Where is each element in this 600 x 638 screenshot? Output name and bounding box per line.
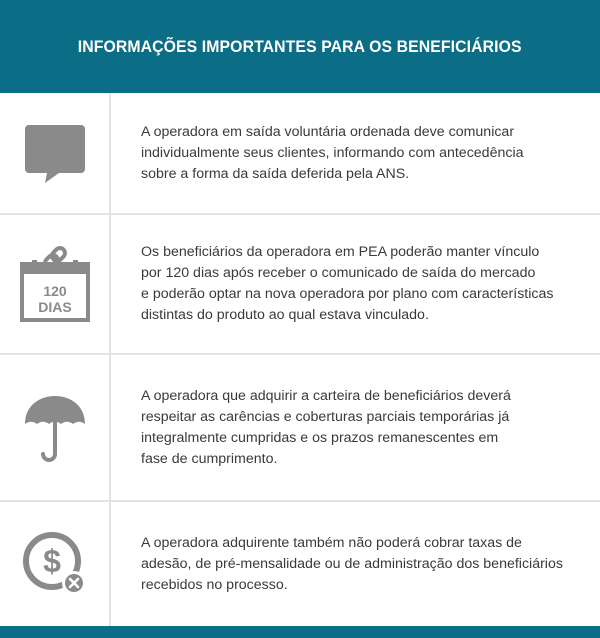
icon-cell: [0, 355, 111, 500]
text-cell: [111, 355, 600, 500]
info-row-communication: [0, 93, 600, 215]
icon-cell: [0, 215, 111, 353]
text-cell: [111, 215, 600, 353]
info-row-coverage: [0, 355, 600, 502]
dollar-sign-icon: $: [42, 543, 61, 579]
speech-bubble-icon: [23, 121, 87, 185]
icon-cell: [0, 502, 111, 626]
info-row-120-days: [0, 215, 600, 355]
info-text: A operadora adquirente também não poderá cobrar taxas de adesão, de pré-mensalidade ou de administração dos beneficiários recebidos no processo.: [141, 534, 563, 593]
calendar-unit: DIAS: [37, 299, 72, 315]
footer-bar: [0, 626, 600, 638]
info-list: [0, 93, 600, 626]
umbrella-icon: [23, 392, 87, 464]
icon-cell: [0, 93, 111, 213]
calendar-number: 120: [42, 283, 67, 299]
info-text: Os beneficiários da operadora em PEA poderão manter vínculo por 120 dias após receber o comunicado de saída do mercado e poderão optar na nova operadora por plano com características distintas do produto ao qual estava vinculado.: [141, 244, 554, 323]
no-fee-dollar-icon: [20, 529, 90, 599]
info-text: A operadora em saída voluntária ordenada deve comunicar individualmente seus clientes, informando com antecedência sobre a forma da saída deferida pela ANS.: [141, 123, 524, 182]
text-cell: [111, 502, 600, 626]
info-row-no-fees: [0, 502, 600, 626]
page-header: [0, 0, 600, 93]
info-text: A operadora que adquirir a carteira de beneficiários deverá respeitar as carências e coberturas parciais temporárias já integralmente cumpridas e os prazos remanescentes em fase de cumprimento.: [141, 387, 511, 467]
page-title: INFORMAÇÕES IMPORTANTES PARA OS BENEFICIÁRIOS: [78, 36, 522, 56]
calendar-icon: [20, 244, 90, 324]
text-cell: [111, 93, 600, 213]
